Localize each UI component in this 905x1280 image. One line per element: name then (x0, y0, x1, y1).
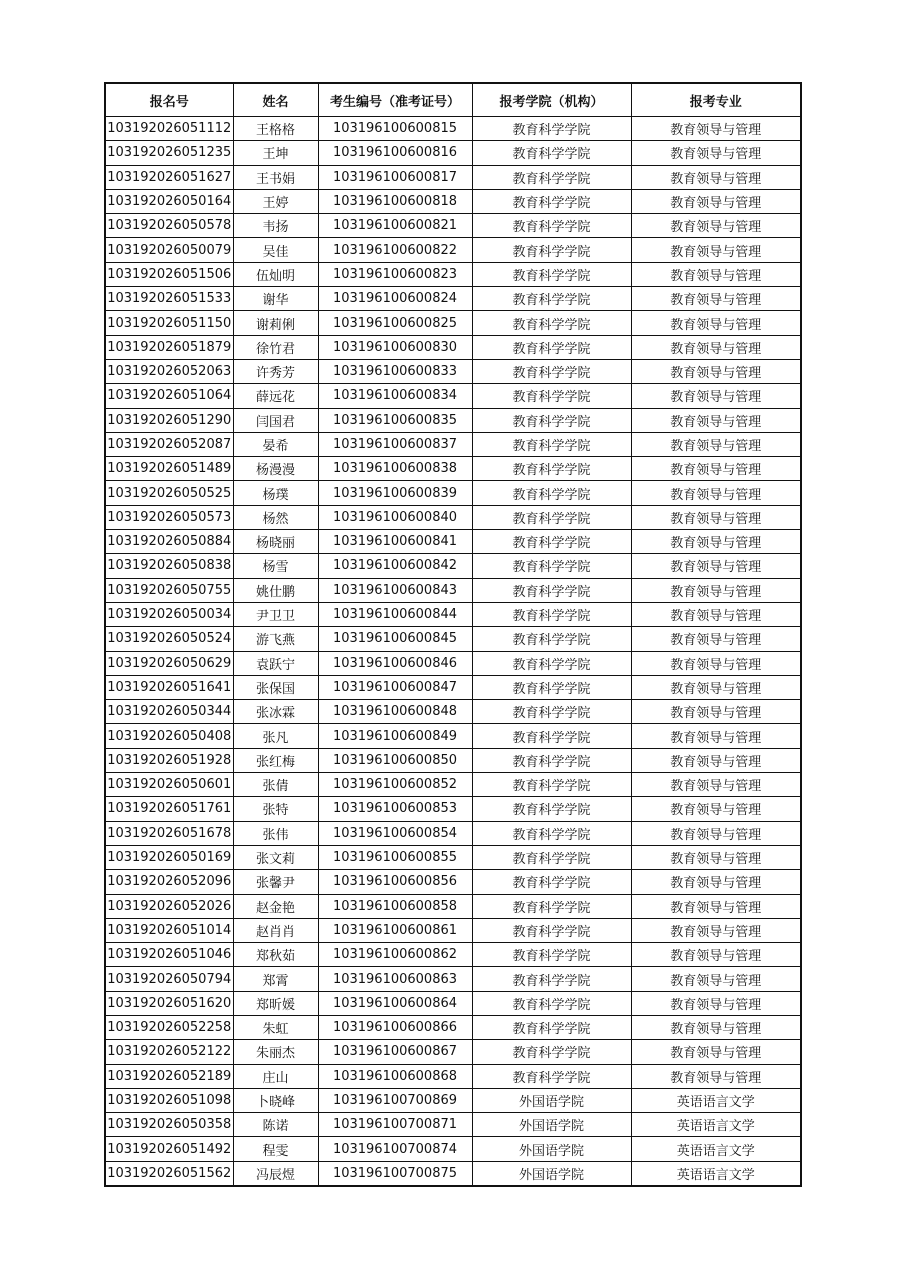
registration-no-cell: 103192026051290 (105, 408, 233, 432)
registration-no-cell: 103192026051620 (105, 991, 233, 1015)
college-cell: 教育科学学院 (472, 238, 631, 262)
college-cell: 教育科学学院 (472, 1064, 631, 1088)
candidate-no-cell: 103196100700875 (318, 1161, 472, 1186)
candidate-table (104, 82, 802, 1187)
registration-no-cell: 103192026050629 (105, 651, 233, 675)
table-row (105, 141, 801, 165)
college-cell: 教育科学学院 (472, 627, 631, 651)
candidate-no-cell: 103196100600839 (318, 481, 472, 505)
major-cell: 教育领导与管理 (631, 675, 801, 699)
table-row (105, 457, 801, 481)
name-cell: 游飞燕 (233, 627, 318, 651)
college-cell: 教育科学学院 (472, 117, 631, 141)
college-cell: 教育科学学院 (472, 505, 631, 529)
registration-no-cell: 103192026050838 (105, 554, 233, 578)
registration-no-cell: 103192026051928 (105, 748, 233, 772)
major-cell: 教育领导与管理 (631, 1015, 801, 1039)
candidate-no-cell: 103196100600847 (318, 675, 472, 699)
registration-no-cell: 103192026050034 (105, 602, 233, 626)
major-cell: 教育领导与管理 (631, 141, 801, 165)
table-row (105, 991, 801, 1015)
college-cell: 教育科学学院 (472, 311, 631, 335)
name-cell: 晏希 (233, 432, 318, 456)
table-row (105, 870, 801, 894)
name-cell: 张特 (233, 797, 318, 821)
major-cell: 英语语言文学 (631, 1113, 801, 1137)
table-row (105, 505, 801, 529)
table-row (105, 432, 801, 456)
table-row (105, 748, 801, 772)
name-cell: 朱丽杰 (233, 1040, 318, 1064)
major-cell: 教育领导与管理 (631, 384, 801, 408)
college-cell: 教育科学学院 (472, 773, 631, 797)
college-cell: 教育科学学院 (472, 578, 631, 602)
name-cell: 陈诺 (233, 1113, 318, 1137)
name-cell: 徐竹君 (233, 335, 318, 359)
table-row (105, 1015, 801, 1039)
candidate-no-cell: 103196100600868 (318, 1064, 472, 1088)
candidate-no-cell: 103196100600830 (318, 335, 472, 359)
candidate-no-cell: 103196100600858 (318, 894, 472, 918)
college-cell: 教育科学学院 (472, 602, 631, 626)
candidate-no-cell: 103196100600837 (318, 432, 472, 456)
registration-no-cell: 103192026051641 (105, 675, 233, 699)
college-cell: 教育科学学院 (472, 1040, 631, 1064)
registration-no-cell: 103192026051112 (105, 117, 233, 141)
major-cell: 教育领导与管理 (631, 578, 801, 602)
candidate-no-cell: 103196100600854 (318, 821, 472, 845)
registration-no-cell: 103192026052258 (105, 1015, 233, 1039)
registration-no-cell: 103192026050169 (105, 845, 233, 869)
college-cell: 教育科学学院 (472, 359, 631, 383)
registration-no-cell: 103192026052122 (105, 1040, 233, 1064)
registration-no-cell: 103192026050164 (105, 189, 233, 213)
table-row (105, 602, 801, 626)
college-cell: 教育科学学院 (472, 748, 631, 772)
major-cell: 教育领导与管理 (631, 845, 801, 869)
name-cell: 谢莉俐 (233, 311, 318, 335)
college-cell: 教育科学学院 (472, 287, 631, 311)
candidate-no-cell: 103196100600856 (318, 870, 472, 894)
table-row (105, 675, 801, 699)
registration-no-cell: 103192026050578 (105, 214, 233, 238)
major-cell: 教育领导与管理 (631, 918, 801, 942)
name-cell: 郑昕媛 (233, 991, 318, 1015)
candidate-no-cell: 103196100600849 (318, 724, 472, 748)
name-cell: 庄山 (233, 1064, 318, 1088)
candidate-no-cell: 103196100600864 (318, 991, 472, 1015)
header-college: 报考学院（机构） (472, 83, 631, 117)
college-cell: 外国语学院 (472, 1088, 631, 1112)
college-cell: 教育科学学院 (472, 408, 631, 432)
name-cell: 郑霄 (233, 967, 318, 991)
table-row (105, 797, 801, 821)
name-cell: 杨漫漫 (233, 457, 318, 481)
registration-no-cell: 103192026051150 (105, 311, 233, 335)
candidate-no-cell: 103196100600861 (318, 918, 472, 942)
major-cell: 教育领导与管理 (631, 481, 801, 505)
major-cell: 教育领导与管理 (631, 602, 801, 626)
major-cell: 英语语言文学 (631, 1137, 801, 1161)
major-cell: 教育领导与管理 (631, 530, 801, 554)
name-cell: 闫国君 (233, 408, 318, 432)
table-row (105, 287, 801, 311)
name-cell: 张红梅 (233, 748, 318, 772)
major-cell: 教育领导与管理 (631, 287, 801, 311)
name-cell: 程雯 (233, 1137, 318, 1161)
table-row (105, 943, 801, 967)
registration-no-cell: 103192026051489 (105, 457, 233, 481)
major-cell: 教育领导与管理 (631, 773, 801, 797)
college-cell: 教育科学学院 (472, 821, 631, 845)
candidate-no-cell: 103196100600862 (318, 943, 472, 967)
college-cell: 教育科学学院 (472, 870, 631, 894)
registration-no-cell: 103192026050358 (105, 1113, 233, 1137)
college-cell: 教育科学学院 (472, 335, 631, 359)
registration-no-cell: 103192026050794 (105, 967, 233, 991)
college-cell: 教育科学学院 (472, 991, 631, 1015)
table-row (105, 1161, 801, 1186)
major-cell: 英语语言文学 (631, 1088, 801, 1112)
candidate-no-cell: 103196100700871 (318, 1113, 472, 1137)
registration-no-cell: 103192026050344 (105, 700, 233, 724)
registration-no-cell: 103192026051046 (105, 943, 233, 967)
candidate-no-cell: 103196100600821 (318, 214, 472, 238)
name-cell: 杨然 (233, 505, 318, 529)
registration-no-cell: 103192026051064 (105, 384, 233, 408)
candidate-no-cell: 103196100600838 (318, 457, 472, 481)
candidate-no-cell: 103196100600817 (318, 165, 472, 189)
major-cell: 教育领导与管理 (631, 214, 801, 238)
college-cell: 教育科学学院 (472, 457, 631, 481)
major-cell: 教育领导与管理 (631, 870, 801, 894)
college-cell: 教育科学学院 (472, 967, 631, 991)
registration-no-cell: 103192026052063 (105, 359, 233, 383)
candidate-no-cell: 103196100600818 (318, 189, 472, 213)
table-row (105, 1088, 801, 1112)
major-cell: 教育领导与管理 (631, 967, 801, 991)
candidate-no-cell: 103196100600841 (318, 530, 472, 554)
name-cell: 朱虹 (233, 1015, 318, 1039)
name-cell: 杨雪 (233, 554, 318, 578)
college-cell: 教育科学学院 (472, 481, 631, 505)
name-cell: 赵肖肖 (233, 918, 318, 942)
table-row (105, 214, 801, 238)
college-cell: 教育科学学院 (472, 262, 631, 286)
major-cell: 教育领导与管理 (631, 189, 801, 213)
table-row (105, 845, 801, 869)
table-row (105, 481, 801, 505)
college-cell: 教育科学学院 (472, 797, 631, 821)
name-cell: 张馨尹 (233, 870, 318, 894)
table-row (105, 530, 801, 554)
college-cell: 教育科学学院 (472, 554, 631, 578)
candidate-no-cell: 103196100600815 (318, 117, 472, 141)
major-cell: 教育领导与管理 (631, 335, 801, 359)
table-row (105, 1137, 801, 1161)
table-row (105, 189, 801, 213)
registration-no-cell: 103192026050524 (105, 627, 233, 651)
candidate-no-cell: 103196100600843 (318, 578, 472, 602)
registration-no-cell: 103192026051627 (105, 165, 233, 189)
registration-no-cell: 103192026050884 (105, 530, 233, 554)
table-row (105, 165, 801, 189)
major-cell: 教育领导与管理 (631, 505, 801, 529)
college-cell: 教育科学学院 (472, 845, 631, 869)
table-row (105, 700, 801, 724)
major-cell: 教育领导与管理 (631, 797, 801, 821)
table-row (105, 117, 801, 141)
name-cell: 伍灿明 (233, 262, 318, 286)
college-cell: 教育科学学院 (472, 432, 631, 456)
major-cell: 教育领导与管理 (631, 821, 801, 845)
candidate-no-cell: 103196100600846 (318, 651, 472, 675)
table-header-row (105, 83, 801, 117)
registration-no-cell: 103192026051761 (105, 797, 233, 821)
registration-no-cell: 103192026051492 (105, 1137, 233, 1161)
table-row (105, 821, 801, 845)
major-cell: 教育领导与管理 (631, 432, 801, 456)
college-cell: 教育科学学院 (472, 1015, 631, 1039)
table-body (105, 117, 801, 1187)
registration-no-cell: 103192026050525 (105, 481, 233, 505)
candidate-no-cell: 103196100600833 (318, 359, 472, 383)
name-cell: 王婷 (233, 189, 318, 213)
candidate-no-cell: 103196100600834 (318, 384, 472, 408)
table-row (105, 918, 801, 942)
name-cell: 卜晓峰 (233, 1088, 318, 1112)
college-cell: 外国语学院 (472, 1113, 631, 1137)
registration-no-cell: 103192026051879 (105, 335, 233, 359)
major-cell: 教育领导与管理 (631, 894, 801, 918)
candidate-no-cell: 103196100600840 (318, 505, 472, 529)
major-cell: 英语语言文学 (631, 1161, 801, 1186)
candidate-no-cell: 103196100600822 (318, 238, 472, 262)
college-cell: 外国语学院 (472, 1137, 631, 1161)
name-cell: 杨晓丽 (233, 530, 318, 554)
registration-no-cell: 103192026052087 (105, 432, 233, 456)
table-row (105, 262, 801, 286)
name-cell: 袁跃宁 (233, 651, 318, 675)
candidate-no-cell: 103196100600848 (318, 700, 472, 724)
registration-no-cell: 103192026051014 (105, 918, 233, 942)
table-row (105, 1113, 801, 1137)
major-cell: 教育领导与管理 (631, 408, 801, 432)
candidate-no-cell: 103196100700869 (318, 1088, 472, 1112)
college-cell: 教育科学学院 (472, 724, 631, 748)
college-cell: 教育科学学院 (472, 214, 631, 238)
table-row (105, 894, 801, 918)
registration-no-cell: 103192026051098 (105, 1088, 233, 1112)
major-cell: 教育领导与管理 (631, 262, 801, 286)
registration-no-cell: 103192026051235 (105, 141, 233, 165)
major-cell: 教育领导与管理 (631, 1064, 801, 1088)
header-major: 报考专业 (631, 83, 801, 117)
candidate-no-cell: 103196100600845 (318, 627, 472, 651)
candidate-no-cell: 103196100600825 (318, 311, 472, 335)
name-cell: 张伟 (233, 821, 318, 845)
table-row (105, 773, 801, 797)
table-row (105, 554, 801, 578)
name-cell: 王坤 (233, 141, 318, 165)
name-cell: 张凡 (233, 724, 318, 748)
major-cell: 教育领导与管理 (631, 1040, 801, 1064)
name-cell: 张保国 (233, 675, 318, 699)
name-cell: 赵金艳 (233, 894, 318, 918)
major-cell: 教育领导与管理 (631, 359, 801, 383)
name-cell: 谢华 (233, 287, 318, 311)
table-row (105, 384, 801, 408)
college-cell: 教育科学学院 (472, 530, 631, 554)
name-cell: 姚仕鹏 (233, 578, 318, 602)
registration-no-cell: 103192026052026 (105, 894, 233, 918)
registration-no-cell: 103192026050408 (105, 724, 233, 748)
college-cell: 教育科学学院 (472, 700, 631, 724)
candidate-no-cell: 103196100600842 (318, 554, 472, 578)
candidate-no-cell: 103196100600823 (318, 262, 472, 286)
major-cell: 教育领导与管理 (631, 311, 801, 335)
candidate-no-cell: 103196100600867 (318, 1040, 472, 1064)
table-row (105, 578, 801, 602)
major-cell: 教育领导与管理 (631, 117, 801, 141)
major-cell: 教育领导与管理 (631, 238, 801, 262)
college-cell: 教育科学学院 (472, 918, 631, 942)
candidate-no-cell: 103196100600866 (318, 1015, 472, 1039)
candidate-no-cell: 103196100600835 (318, 408, 472, 432)
name-cell: 张文莉 (233, 845, 318, 869)
major-cell: 教育领导与管理 (631, 748, 801, 772)
major-cell: 教育领导与管理 (631, 991, 801, 1015)
major-cell: 教育领导与管理 (631, 627, 801, 651)
college-cell: 教育科学学院 (472, 384, 631, 408)
registration-no-cell: 103192026050601 (105, 773, 233, 797)
name-cell: 郑秋茹 (233, 943, 318, 967)
header-name: 姓名 (233, 83, 318, 117)
registration-no-cell: 103192026051533 (105, 287, 233, 311)
header-candidate-no: 考生编号（准考证号） (318, 83, 472, 117)
candidate-no-cell: 103196100600844 (318, 602, 472, 626)
table-row (105, 1064, 801, 1088)
major-cell: 教育领导与管理 (631, 651, 801, 675)
table-row (105, 359, 801, 383)
name-cell: 张倩 (233, 773, 318, 797)
registration-no-cell: 103192026051562 (105, 1161, 233, 1186)
name-cell: 尹卫卫 (233, 602, 318, 626)
header-registration-no: 报名号 (105, 83, 233, 117)
candidate-no-cell: 103196100600816 (318, 141, 472, 165)
college-cell: 教育科学学院 (472, 165, 631, 189)
major-cell: 教育领导与管理 (631, 457, 801, 481)
candidate-no-cell: 103196100600824 (318, 287, 472, 311)
table-row (105, 967, 801, 991)
name-cell: 许秀芳 (233, 359, 318, 383)
name-cell: 韦扬 (233, 214, 318, 238)
college-cell: 教育科学学院 (472, 894, 631, 918)
table-row (105, 408, 801, 432)
candidate-no-cell: 103196100600863 (318, 967, 472, 991)
table-row (105, 651, 801, 675)
candidate-no-cell: 103196100700874 (318, 1137, 472, 1161)
registration-no-cell: 103192026050755 (105, 578, 233, 602)
college-cell: 外国语学院 (472, 1161, 631, 1186)
college-cell: 教育科学学院 (472, 943, 631, 967)
candidate-no-cell: 103196100600855 (318, 845, 472, 869)
table-row (105, 335, 801, 359)
table-row (105, 311, 801, 335)
major-cell: 教育领导与管理 (631, 700, 801, 724)
name-cell: 张冰霖 (233, 700, 318, 724)
name-cell: 薛远花 (233, 384, 318, 408)
college-cell: 教育科学学院 (472, 189, 631, 213)
major-cell: 教育领导与管理 (631, 724, 801, 748)
name-cell: 吴佳 (233, 238, 318, 262)
candidate-no-cell: 103196100600852 (318, 773, 472, 797)
name-cell: 冯辰煜 (233, 1161, 318, 1186)
registration-no-cell: 103192026051678 (105, 821, 233, 845)
major-cell: 教育领导与管理 (631, 165, 801, 189)
name-cell: 杨璞 (233, 481, 318, 505)
name-cell: 王书娟 (233, 165, 318, 189)
table-row (105, 238, 801, 262)
registration-no-cell: 103192026050573 (105, 505, 233, 529)
college-cell: 教育科学学院 (472, 675, 631, 699)
name-cell: 王格格 (233, 117, 318, 141)
registration-no-cell: 103192026052189 (105, 1064, 233, 1088)
major-cell: 教育领导与管理 (631, 943, 801, 967)
table-row (105, 724, 801, 748)
candidate-no-cell: 103196100600853 (318, 797, 472, 821)
table-row (105, 627, 801, 651)
table-row (105, 1040, 801, 1064)
registration-no-cell: 103192026051506 (105, 262, 233, 286)
college-cell: 教育科学学院 (472, 651, 631, 675)
major-cell: 教育领导与管理 (631, 554, 801, 578)
candidate-no-cell: 103196100600850 (318, 748, 472, 772)
registration-no-cell: 103192026050079 (105, 238, 233, 262)
college-cell: 教育科学学院 (472, 141, 631, 165)
registration-no-cell: 103192026052096 (105, 870, 233, 894)
